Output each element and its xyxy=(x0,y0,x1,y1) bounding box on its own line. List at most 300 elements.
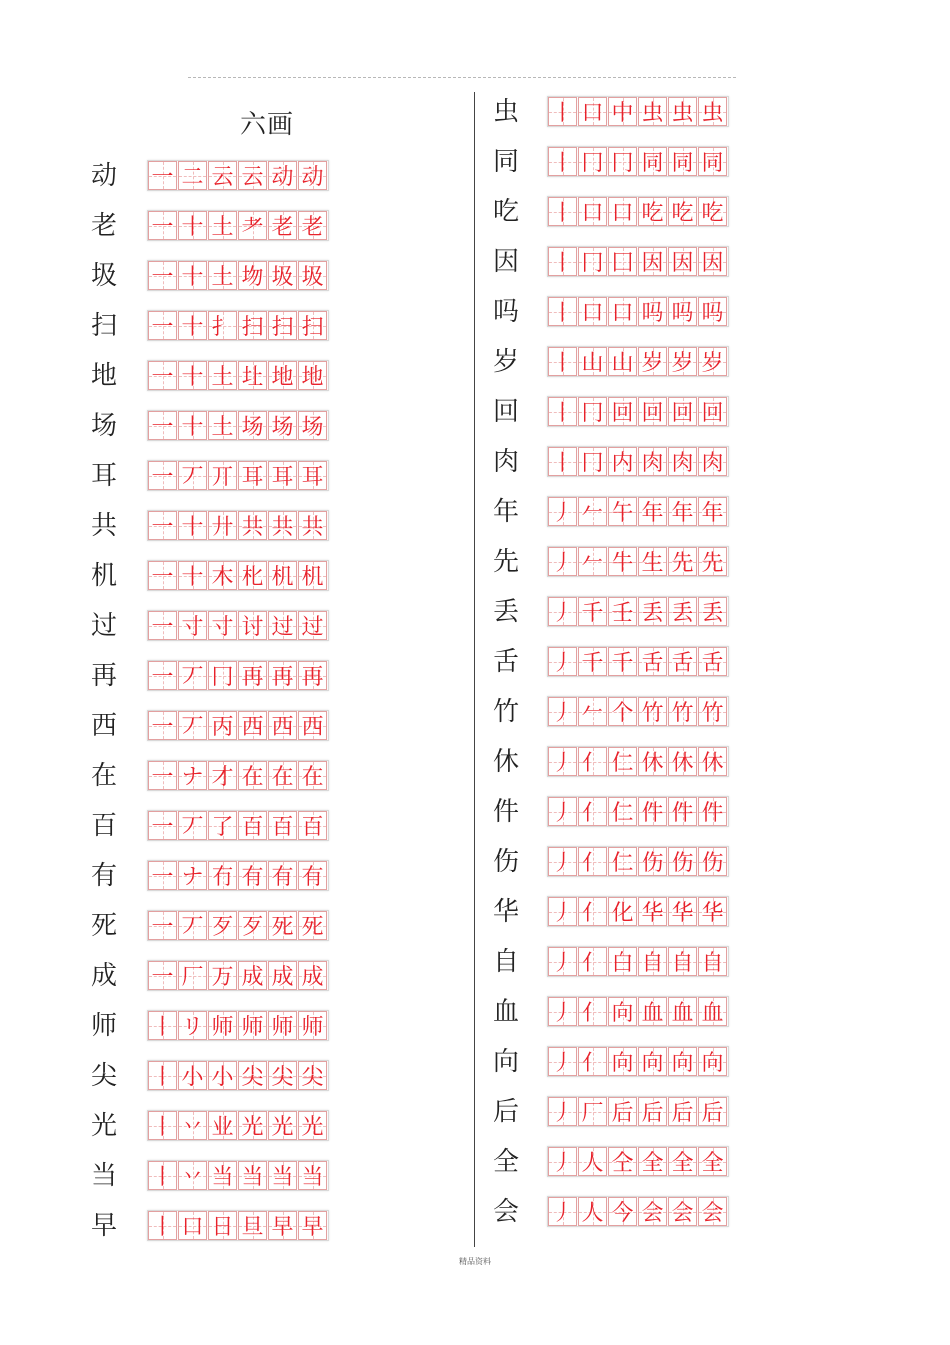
stroke-step-glyph: 年 xyxy=(641,501,664,526)
stroke-step-glyph: 早 xyxy=(301,1215,324,1240)
stroke-step-glyph: 圽 xyxy=(241,265,264,290)
top-dashed-rule xyxy=(188,77,736,78)
stroke-step-glyph: 十 xyxy=(181,515,204,540)
stroke-step-glyph: 丨 xyxy=(551,401,574,426)
stroke-step-cell xyxy=(578,247,607,276)
stroke-step-glyph: 𠂉 xyxy=(581,551,604,576)
stroke-step-cell xyxy=(298,1211,327,1240)
stroke-order-strip xyxy=(547,496,729,527)
stroke-step-glyph: 再 xyxy=(271,665,294,690)
stroke-step-cell xyxy=(148,1161,177,1190)
stroke-step-glyph: 先 xyxy=(701,551,724,576)
character-label: 成 xyxy=(90,961,117,991)
stroke-step-cell xyxy=(148,761,177,790)
stroke-step-cell xyxy=(638,197,667,226)
stroke-step-cell xyxy=(638,897,667,926)
stroke-step-glyph: 因 xyxy=(671,251,694,276)
stroke-step-glyph: 师 xyxy=(301,1015,324,1040)
stroke-step-cell xyxy=(148,261,177,290)
stroke-step-cell xyxy=(608,747,637,776)
stroke-step-glyph: 丿 xyxy=(551,901,574,926)
stroke-step-cell xyxy=(698,747,727,776)
stroke-step-glyph: 伤 xyxy=(671,851,694,876)
stroke-step-cell xyxy=(548,97,577,126)
stroke-step-glyph: 口 xyxy=(581,201,604,226)
stroke-step-cell xyxy=(638,797,667,826)
stroke-step-cell xyxy=(578,1197,607,1226)
stroke-step-cell xyxy=(208,211,237,240)
stroke-step-glyph: 百 xyxy=(301,815,324,840)
character-label: 过 xyxy=(90,611,117,641)
stroke-step-glyph: 小 xyxy=(181,1065,204,1090)
stroke-step-cell xyxy=(148,511,177,540)
stroke-order-strip xyxy=(547,846,729,877)
stroke-step-cell xyxy=(608,947,637,976)
stroke-step-cell xyxy=(548,447,577,476)
stroke-step-cell xyxy=(238,261,267,290)
stroke-step-cell xyxy=(148,1011,177,1040)
stroke-step-glyph: 件 xyxy=(641,801,664,826)
stroke-step-glyph: 口 xyxy=(181,1215,204,1240)
stroke-step-glyph: 件 xyxy=(671,801,694,826)
stroke-step-cell xyxy=(608,897,637,926)
stroke-step-glyph: 血 xyxy=(641,1001,664,1026)
stroke-order-strip xyxy=(147,410,329,441)
stroke-step-glyph: 丌 xyxy=(211,465,234,490)
stroke-step-glyph: 丨 xyxy=(151,1015,174,1040)
stroke-step-cell xyxy=(148,561,177,590)
stroke-step-cell xyxy=(698,997,727,1026)
stroke-step-cell xyxy=(638,697,667,726)
stroke-step-glyph: 丿 xyxy=(551,1051,574,1076)
stroke-step-cell xyxy=(268,261,297,290)
stroke-step-cell xyxy=(668,397,697,426)
stroke-step-glyph: 冂 xyxy=(611,151,634,176)
stroke-step-glyph: 虫 xyxy=(671,101,694,126)
stroke-order-strip xyxy=(547,896,729,927)
stroke-step-glyph: 向 xyxy=(641,1051,664,1076)
stroke-step-glyph: 十 xyxy=(181,415,204,440)
stroke-step-glyph: 冂 xyxy=(581,151,604,176)
stroke-step-cell xyxy=(238,611,267,640)
stroke-step-glyph: 百 xyxy=(241,815,264,840)
stroke-step-glyph: 十 xyxy=(181,565,204,590)
stroke-step-glyph: 一 xyxy=(151,365,174,390)
stroke-step-glyph: 丨 xyxy=(551,351,574,376)
stroke-step-glyph: 旦 xyxy=(241,1215,264,1240)
stroke-order-strip xyxy=(147,610,329,641)
stroke-step-cell xyxy=(208,661,237,690)
character-label: 回 xyxy=(492,397,519,427)
stroke-step-cell xyxy=(668,947,697,976)
stroke-step-glyph: 竹 xyxy=(641,701,664,726)
stroke-order-strip xyxy=(547,996,729,1027)
stroke-step-cell xyxy=(638,647,667,676)
stroke-step-cell xyxy=(638,847,667,876)
stroke-step-cell xyxy=(668,347,697,376)
stroke-order-strip xyxy=(547,596,729,627)
stroke-step-cell xyxy=(548,647,577,676)
stroke-step-glyph: 件 xyxy=(701,801,724,826)
stroke-step-glyph: 厂 xyxy=(581,1101,604,1126)
stroke-step-glyph: 一 xyxy=(151,915,174,940)
stroke-step-glyph: 扫 xyxy=(271,315,294,340)
stroke-step-glyph: 机 xyxy=(301,565,324,590)
stroke-step-glyph: 中 xyxy=(611,101,634,126)
stroke-order-strip xyxy=(147,260,329,291)
stroke-step-cell xyxy=(578,447,607,476)
stroke-step-glyph: 场 xyxy=(241,415,264,440)
stroke-step-glyph: 丷 xyxy=(181,1115,204,1140)
stroke-step-cell xyxy=(668,747,697,776)
stroke-step-glyph: 丿 xyxy=(551,751,574,776)
stroke-step-glyph: 丨 xyxy=(551,251,574,276)
stroke-step-cell xyxy=(578,497,607,526)
stroke-step-cell xyxy=(578,1147,607,1176)
stroke-step-cell xyxy=(268,961,297,990)
stroke-step-cell xyxy=(548,347,577,376)
stroke-step-glyph: 丿 xyxy=(551,1201,574,1226)
stroke-order-strip xyxy=(547,96,729,127)
stroke-step-glyph: 寸 xyxy=(181,615,204,640)
stroke-step-cell xyxy=(208,511,237,540)
stroke-order-strip xyxy=(547,646,729,677)
stroke-step-glyph: 肉 xyxy=(671,451,694,476)
stroke-step-glyph: 耳 xyxy=(301,465,324,490)
stroke-step-cell xyxy=(238,211,267,240)
stroke-step-glyph: 扌 xyxy=(211,315,234,340)
stroke-step-cell xyxy=(638,1147,667,1176)
character-label: 吗 xyxy=(492,297,519,327)
stroke-step-cell xyxy=(298,861,327,890)
stroke-step-glyph: 圵 xyxy=(241,365,264,390)
stroke-step-cell xyxy=(608,1097,637,1126)
stroke-step-cell xyxy=(238,761,267,790)
character-label: 吃 xyxy=(492,197,519,227)
stroke-step-cell xyxy=(548,947,577,976)
stroke-step-glyph: 扫 xyxy=(301,315,324,340)
stroke-step-cell xyxy=(578,147,607,176)
stroke-step-cell xyxy=(668,647,697,676)
stroke-step-glyph: 冂 xyxy=(581,401,604,426)
stroke-step-glyph: 一 xyxy=(151,765,174,790)
stroke-step-cell xyxy=(548,1197,577,1226)
stroke-step-glyph: 同 xyxy=(701,151,724,176)
stroke-step-glyph: 后 xyxy=(641,1101,664,1126)
stroke-step-glyph: 当 xyxy=(271,1165,294,1190)
stroke-step-glyph: 山 xyxy=(611,351,634,376)
stroke-step-cell xyxy=(608,497,637,526)
stroke-step-cell xyxy=(148,211,177,240)
stroke-step-glyph: 血 xyxy=(671,1001,694,1026)
stroke-step-cell xyxy=(698,547,727,576)
stroke-step-cell xyxy=(638,447,667,476)
stroke-step-glyph: 丿 xyxy=(551,651,574,676)
stroke-step-glyph: 亻 xyxy=(581,1001,604,1026)
stroke-order-strip xyxy=(547,446,729,477)
stroke-step-glyph: 讨 xyxy=(241,615,264,640)
stroke-step-cell xyxy=(578,197,607,226)
stroke-order-strip xyxy=(547,546,729,577)
stroke-step-glyph: 师 xyxy=(271,1015,294,1040)
stroke-step-cell xyxy=(698,597,727,626)
stroke-step-glyph: ナ xyxy=(181,865,204,890)
stroke-step-glyph: 一 xyxy=(151,515,174,540)
character-label: 老 xyxy=(90,211,117,241)
stroke-step-glyph: 人 xyxy=(581,1151,604,1176)
stroke-step-glyph: 十 xyxy=(181,215,204,240)
stroke-step-cell xyxy=(208,361,237,390)
stroke-step-glyph: 丿 xyxy=(551,1001,574,1026)
stroke-step-cell xyxy=(548,147,577,176)
stroke-step-cell xyxy=(548,847,577,876)
stroke-step-glyph: 先 xyxy=(671,551,694,576)
stroke-step-glyph: 仁 xyxy=(611,851,634,876)
stroke-step-cell xyxy=(208,261,237,290)
stroke-step-cell xyxy=(268,161,297,190)
stroke-step-glyph: 耳 xyxy=(271,465,294,490)
stroke-order-strip xyxy=(547,796,729,827)
stroke-step-glyph: 丨 xyxy=(151,1115,174,1140)
stroke-step-glyph: 丿 xyxy=(551,701,574,726)
stroke-step-glyph: 死 xyxy=(301,915,324,940)
stroke-step-cell xyxy=(608,847,637,876)
character-label: 地 xyxy=(90,361,117,391)
stroke-step-glyph: 囗 xyxy=(611,251,634,276)
stroke-step-cell xyxy=(698,697,727,726)
stroke-order-strip xyxy=(147,510,329,541)
stroke-step-cell xyxy=(148,661,177,690)
stroke-step-cell xyxy=(578,547,607,576)
stroke-step-cell xyxy=(148,911,177,940)
stroke-step-cell xyxy=(668,97,697,126)
stroke-step-glyph: 自 xyxy=(701,951,724,976)
stroke-step-cell xyxy=(668,1197,697,1226)
stroke-step-cell xyxy=(298,1011,327,1040)
stroke-step-cell xyxy=(208,161,237,190)
stroke-step-cell xyxy=(178,911,207,940)
stroke-step-glyph: 西 xyxy=(271,715,294,740)
stroke-order-strip xyxy=(547,1146,729,1177)
stroke-step-glyph: 西 xyxy=(241,715,264,740)
character-label: 自 xyxy=(492,947,519,977)
stroke-step-cell xyxy=(208,961,237,990)
stroke-step-glyph: 口 xyxy=(581,301,604,326)
stroke-step-glyph: 自 xyxy=(671,951,694,976)
stroke-step-cell xyxy=(208,311,237,340)
stroke-order-strip xyxy=(547,746,729,777)
stroke-step-cell xyxy=(608,447,637,476)
character-label: 向 xyxy=(492,1047,519,1077)
character-label: 虫 xyxy=(492,97,519,127)
stroke-step-glyph: 化 xyxy=(611,901,634,926)
stroke-step-cell xyxy=(298,161,327,190)
stroke-step-glyph: 𠂉 xyxy=(581,501,604,526)
stroke-step-cell xyxy=(268,1211,297,1240)
stroke-step-cell xyxy=(208,1011,237,1040)
stroke-step-glyph: 虫 xyxy=(641,101,664,126)
stroke-step-glyph: 血 xyxy=(701,1001,724,1026)
stroke-step-cell xyxy=(578,647,607,676)
stroke-step-glyph: 丆 xyxy=(181,465,204,490)
stroke-step-glyph: 早 xyxy=(271,1215,294,1240)
stroke-step-cell xyxy=(698,947,727,976)
stroke-step-cell xyxy=(208,461,237,490)
stroke-step-cell xyxy=(208,711,237,740)
stroke-step-glyph: 有 xyxy=(241,865,264,890)
stroke-step-cell xyxy=(698,297,727,326)
stroke-step-glyph: 老 xyxy=(301,215,324,240)
stroke-order-strip xyxy=(147,160,329,191)
stroke-step-glyph: 圾 xyxy=(271,265,294,290)
stroke-step-glyph: 耳 xyxy=(241,465,264,490)
character-label: 场 xyxy=(90,411,117,441)
stroke-step-cell xyxy=(668,147,697,176)
stroke-step-glyph: 回 xyxy=(611,401,634,426)
stroke-step-cell xyxy=(148,1111,177,1140)
stroke-order-strip xyxy=(147,910,329,941)
stroke-step-cell xyxy=(178,261,207,290)
stroke-step-glyph: 亻 xyxy=(581,951,604,976)
stroke-step-glyph: 十 xyxy=(181,315,204,340)
stroke-step-cell xyxy=(608,297,637,326)
stroke-step-cell xyxy=(668,597,697,626)
stroke-step-glyph: 会 xyxy=(641,1201,664,1226)
stroke-step-cell xyxy=(208,1161,237,1190)
column-divider xyxy=(474,92,475,1247)
stroke-step-glyph: 在 xyxy=(271,765,294,790)
stroke-step-cell xyxy=(178,661,207,690)
stroke-step-glyph: 一 xyxy=(151,865,174,890)
stroke-order-strip xyxy=(147,1010,329,1041)
stroke-step-glyph: 成 xyxy=(241,965,264,990)
stroke-step-glyph: 朼 xyxy=(241,565,264,590)
character-label: 血 xyxy=(492,997,519,1027)
stroke-step-glyph: 了 xyxy=(211,815,234,840)
stroke-step-glyph: 竹 xyxy=(671,701,694,726)
stroke-step-glyph: 老 xyxy=(271,215,294,240)
stroke-step-cell xyxy=(178,411,207,440)
stroke-step-glyph: 亻 xyxy=(581,851,604,876)
stroke-step-glyph: 一 xyxy=(151,165,174,190)
stroke-order-strip xyxy=(147,210,329,241)
stroke-step-cell xyxy=(578,1097,607,1126)
stroke-step-cell xyxy=(548,497,577,526)
stroke-step-glyph: 吃 xyxy=(641,201,664,226)
stroke-step-glyph: 自 xyxy=(641,951,664,976)
stroke-step-cell xyxy=(698,847,727,876)
stroke-step-glyph: 年 xyxy=(671,501,694,526)
stroke-step-glyph: 木 xyxy=(211,565,234,590)
stroke-step-cell xyxy=(638,997,667,1026)
stroke-step-cell xyxy=(178,1211,207,1240)
stroke-step-cell xyxy=(298,711,327,740)
stroke-step-cell xyxy=(298,311,327,340)
stroke-step-glyph: 全 xyxy=(701,1151,724,1176)
stroke-step-cell xyxy=(178,861,207,890)
character-label: 死 xyxy=(90,911,117,941)
stroke-step-glyph: 舌 xyxy=(641,651,664,676)
stroke-order-strip xyxy=(147,710,329,741)
stroke-step-glyph: 舌 xyxy=(701,651,724,676)
stroke-step-cell xyxy=(238,661,267,690)
stroke-step-glyph: 师 xyxy=(241,1015,264,1040)
stroke-step-cell xyxy=(178,611,207,640)
stroke-step-glyph: 一 xyxy=(151,565,174,590)
stroke-step-cell xyxy=(608,197,637,226)
stroke-step-glyph: 丙 xyxy=(211,715,234,740)
stroke-step-glyph: 一 xyxy=(151,815,174,840)
stroke-step-glyph: 机 xyxy=(271,565,294,590)
stroke-step-cell xyxy=(208,561,237,590)
stroke-step-cell xyxy=(638,1097,667,1126)
stroke-step-glyph: 吗 xyxy=(671,301,694,326)
stroke-step-cell xyxy=(548,397,577,426)
stroke-step-glyph: 丿 xyxy=(551,551,574,576)
stroke-step-cell xyxy=(178,461,207,490)
stroke-step-cell xyxy=(238,861,267,890)
stroke-step-glyph: 才 xyxy=(211,765,234,790)
character-label: 会 xyxy=(492,1197,519,1227)
stroke-step-glyph: 丿 xyxy=(551,851,574,876)
stroke-step-cell xyxy=(178,561,207,590)
stroke-step-cell xyxy=(298,1061,327,1090)
stroke-step-cell xyxy=(698,347,727,376)
stroke-order-strip xyxy=(547,1096,729,1127)
stroke-step-glyph: 一 xyxy=(151,665,174,690)
stroke-step-glyph: 一 xyxy=(151,465,174,490)
character-label: 当 xyxy=(90,1161,117,1191)
stroke-step-cell xyxy=(608,547,637,576)
stroke-step-cell xyxy=(178,361,207,390)
stroke-step-cell xyxy=(268,1161,297,1190)
stroke-step-glyph: 口 xyxy=(611,201,634,226)
stroke-step-glyph: 圾 xyxy=(301,265,324,290)
stroke-step-glyph: 共 xyxy=(271,515,294,540)
stroke-step-glyph: 一 xyxy=(151,715,174,740)
stroke-step-cell xyxy=(638,97,667,126)
stroke-step-cell xyxy=(298,211,327,240)
stroke-step-glyph: 丨 xyxy=(151,1165,174,1190)
stroke-step-glyph: 丨 xyxy=(151,1065,174,1090)
stroke-step-glyph: 因 xyxy=(641,251,664,276)
stroke-step-glyph: 人 xyxy=(581,1201,604,1226)
stroke-step-cell xyxy=(208,761,237,790)
stroke-step-glyph: 场 xyxy=(301,415,324,440)
stroke-step-glyph: 舌 xyxy=(671,651,694,676)
stroke-step-glyph: 华 xyxy=(641,901,664,926)
stroke-step-glyph: 一 xyxy=(151,315,174,340)
stroke-step-cell xyxy=(638,497,667,526)
stroke-step-glyph: 同 xyxy=(671,151,694,176)
stroke-step-glyph: 丿 xyxy=(551,601,574,626)
stroke-step-glyph: 师 xyxy=(211,1015,234,1040)
stroke-step-glyph: 土 xyxy=(211,365,234,390)
stroke-step-cell xyxy=(698,1097,727,1126)
stroke-step-cell xyxy=(238,1061,267,1090)
stroke-order-strip xyxy=(547,246,729,277)
stroke-step-cell xyxy=(268,1061,297,1090)
stroke-step-glyph: 死 xyxy=(271,915,294,940)
character-label: 光 xyxy=(90,1111,117,1141)
stroke-step-glyph: 壬 xyxy=(611,601,634,626)
stroke-step-cell xyxy=(578,397,607,426)
stroke-step-glyph: 丆 xyxy=(181,665,204,690)
stroke-step-glyph: 吃 xyxy=(701,201,724,226)
stroke-step-glyph: 冇 xyxy=(211,865,234,890)
stroke-step-glyph: 会 xyxy=(701,1201,724,1226)
stroke-step-cell xyxy=(578,347,607,376)
